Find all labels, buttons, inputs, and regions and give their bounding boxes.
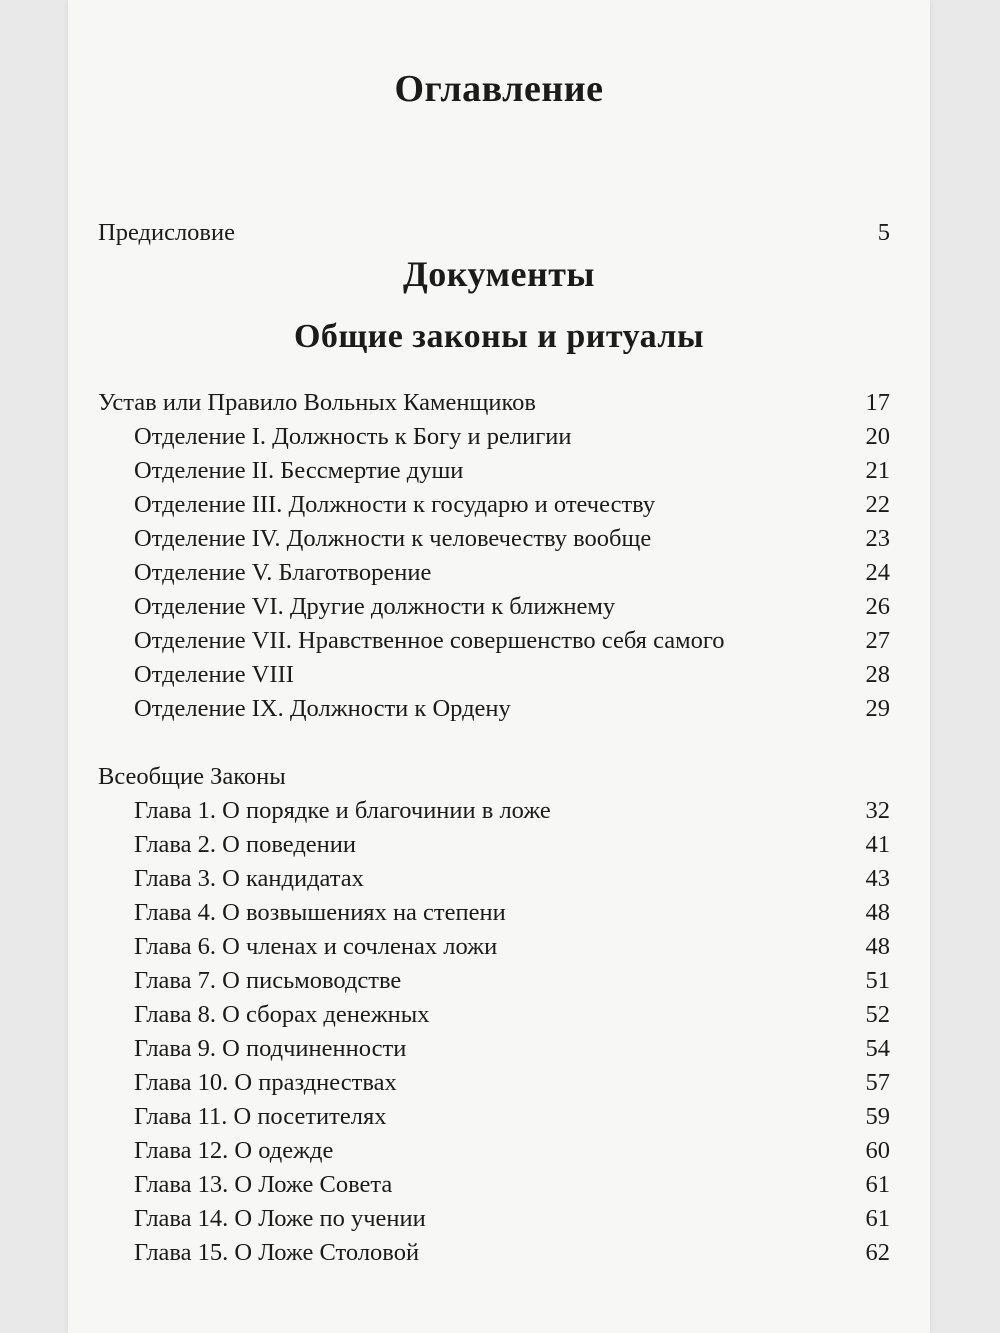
entry-page: 43 (865, 865, 890, 892)
entry-label: Глава 10. О празднествах (134, 1069, 397, 1096)
toc-entry-section (98, 658, 890, 692)
entry-page: 51 (865, 967, 890, 994)
toc-entry-section (98, 454, 890, 488)
toc-entry-general-laws (98, 760, 890, 794)
entry-label: Глава 1. О порядке и благочинии в ложе (134, 797, 551, 824)
entry-label: Глава 8. О сборах денежных (134, 1001, 430, 1028)
toc-entry-chapter (98, 998, 890, 1032)
page-title: Оглавление (394, 68, 604, 110)
entry-page: 61 (865, 1171, 890, 1198)
entry-label: Отделение I. Должность к Богу и религии (134, 423, 572, 450)
toc-entry-chapter (98, 1134, 890, 1168)
entry-page: 5 (877, 219, 890, 246)
toc-entry-chapter (98, 1100, 890, 1134)
entry-page: 57 (865, 1069, 890, 1096)
toc-entry-chapter (98, 930, 890, 964)
entry-label: Отделение V. Благотворение (134, 559, 432, 586)
entry-page: 60 (865, 1137, 890, 1164)
entry-label: Отделение VIII (134, 661, 294, 688)
toc-entry-chapter (98, 1236, 890, 1270)
entry-page: 23 (865, 525, 890, 552)
toc-entry-chapter (98, 964, 890, 998)
entry-label: Глава 9. О подчиненности (134, 1035, 407, 1062)
entry-label: Глава 2. О поведении (134, 831, 356, 858)
entry-page: 20 (865, 423, 890, 450)
entry-label: Отделение III. Должности к государю и отечеству (134, 491, 656, 518)
toc-entry-chapter (98, 794, 890, 828)
entry-label: Глава 14. О Ложе по учении (134, 1205, 426, 1232)
entry-label: Глава 15. О Ложе Столовой (134, 1239, 420, 1266)
entry-label: Глава 6. О членах и сочленах ложи (134, 933, 498, 960)
entry-page: 62 (865, 1239, 890, 1266)
entry-page: 28 (865, 661, 890, 688)
entry-page: 29 (865, 695, 890, 722)
entry-page: 48 (865, 933, 890, 960)
toc-entry-chapter (98, 828, 890, 862)
entry-page: 21 (865, 457, 890, 484)
entry-page: 48 (865, 899, 890, 926)
toc-entry-chapter (98, 896, 890, 930)
book-page (68, 0, 930, 1333)
section-heading-rituals: Общие законы и ритуалы (293, 318, 705, 355)
entry-label: Отделение VI. Другие должности к ближнему (134, 593, 616, 620)
entry-label: Глава 3. О кандидатах (134, 865, 364, 892)
entry-page: 52 (865, 1001, 890, 1028)
toc-entry-preface (98, 216, 890, 250)
entry-label: Глава 12. О одежде (134, 1137, 334, 1164)
entry-label: Отделение II. Бессмертие души (134, 457, 464, 484)
toc-entry-section (98, 692, 890, 726)
entry-label: Устав или Правило Вольных Каменщиков (98, 389, 536, 416)
toc-entry-statute (98, 386, 890, 420)
toc-entry-chapter (98, 1066, 890, 1100)
entry-page: 24 (865, 559, 890, 586)
toc-entry-chapter (98, 862, 890, 896)
entry-page: 22 (865, 491, 890, 518)
toc-entry-chapter (98, 1032, 890, 1066)
entry-page: 59 (865, 1103, 890, 1130)
entry-page: 26 (865, 593, 890, 620)
toc-entry-section (98, 420, 890, 454)
entry-label: Отделение VII. Нравственное совершенство себя самого (134, 627, 725, 654)
entry-label: Отделение IV. Должности к человечеству вообще (134, 525, 652, 552)
section-heading-documents: Документы (402, 254, 596, 294)
entry-page: 32 (865, 797, 890, 824)
entry-label: Глава 13. О Ложе Совета (134, 1171, 393, 1198)
entry-page: 27 (865, 627, 890, 654)
toc-entry-section (98, 556, 890, 590)
toc-entry-section (98, 488, 890, 522)
entry-page: 17 (865, 389, 890, 416)
toc-entry-chapter (98, 1168, 890, 1202)
entry-label: Отделение IX. Должности к Ордену (134, 695, 511, 722)
entry-label: Предисловие (98, 219, 235, 246)
toc-entry-section (98, 522, 890, 556)
toc-entry-section (98, 590, 890, 624)
entry-label: Глава 4. О возвышениях на степени (134, 899, 506, 926)
entry-label: Глава 11. О посетителях (134, 1103, 387, 1130)
entry-page: 61 (865, 1205, 890, 1232)
entry-page: 54 (865, 1035, 890, 1062)
toc-entry-chapter (98, 1202, 890, 1236)
entry-label: Глава 7. О письмоводстве (134, 967, 402, 994)
entry-page: 41 (865, 831, 890, 858)
entry-label: Всеобщие Законы (98, 763, 286, 790)
toc-entry-section (98, 624, 890, 658)
